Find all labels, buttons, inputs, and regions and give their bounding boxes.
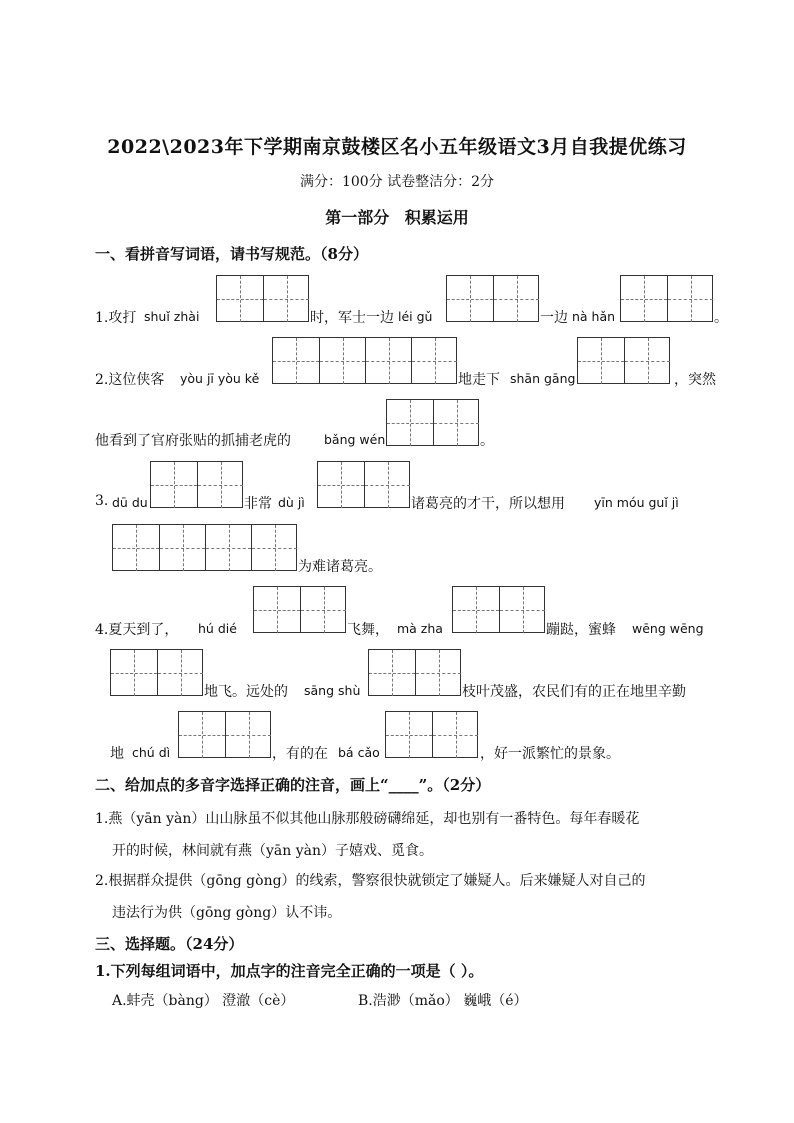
section2-heading: 二、给加点的多音字选择正确的注音，画上“____”。（2分） [95,776,491,794]
q3-text-c: 诸葛亮的才干，所以想用 [411,496,565,512]
q4-writing-box-6[interactable] [385,711,478,758]
q1-text-b: 时，军士一边 [310,310,394,326]
q3-pinyin-1: dū du [112,495,148,510]
q3-text-d: 为难诸葛亮。 [298,559,382,575]
q2-writing-box-3[interactable] [386,399,479,446]
q2-writing-box-2[interactable] [577,337,670,384]
q4-text-a: 4.夏天到了， [95,622,179,638]
q1-pinyin-1: shuǐ zhài [144,309,200,324]
section3-heading: 三、选择题。（24分） [95,935,244,953]
q1-text-c: 一边 [540,310,568,326]
option-b[interactable]: B.浩渺（mǎo） 巍峨（é） [358,993,528,1009]
q4-pinyin-5: chú dì [132,745,171,760]
q4-pinyin-4: sāng shù [304,683,361,698]
q4-text-h: ，好一派繁忙的景象。 [480,746,620,762]
page-title: 2022\2023年下学期南京鼓楼区名小五年级语文3月自我提优练习 [107,136,687,158]
q3-writing-box-2[interactable] [317,461,410,508]
q2-text-a: 2.这位侠客 [95,372,165,388]
q3-text-a: 3. [95,493,109,509]
section2-line-4: 违法行为供（gōng gòng）认不讳。 [112,905,342,921]
q1-pinyin-2: léi gǔ [398,309,433,324]
section1-heading: 一、看拼音写词语，请书写规范。（8分） [95,245,368,263]
q2-text-b: 地走下 [458,372,500,388]
q4-text-e: 枝叶茂盛，农民们有的正在地里辛勤 [462,684,686,700]
q4-text-g: ，有的在 [272,746,328,762]
q4-pinyin-3: wēng wēng [632,621,704,636]
q3-pinyin-3: yīn móu guǐ jì [594,495,679,510]
q1-writing-box-1[interactable] [216,275,309,322]
score-info: 满分：100分 试卷整洁分：2分 [299,174,495,190]
section2-line-1: 1.燕（yān yàn）山山脉虽不似其他山脉那般磅礴绵延，却也别有一番特色。每年春暖花 [95,811,640,827]
q4-pinyin-6: bá cǎo [338,745,380,760]
q1-text-d: 。 [714,310,728,326]
q4-pinyin-2: mà zha [397,621,443,636]
q2-pinyin-1: yòu jī yòu kě [180,371,260,386]
q2-pinyin-3: bǎng wén [324,432,386,447]
section3-question-1: 1.下列每组词语中，加点字的注音完全正确的一项是（ ）。 [95,962,484,980]
q1-writing-box-2[interactable] [446,275,539,322]
q2-text-e: 他看到了官府张贴的抓捕老虎的 [95,433,291,449]
q3-text-b: 非常 [244,496,272,512]
q4-text-f: 地 [110,746,124,762]
q4-text-d: 地飞。远处的 [204,684,288,700]
q3-writing-box-1[interactable] [150,461,243,508]
q3-writing-box-3[interactable] [112,524,297,571]
section2-line-3: 2.根据群众提供（gōng gòng）的线索，警察很快就锁定了嫌疑人。后来嫌疑人对自己的 [95,873,646,889]
part-heading: 第一部分 积累运用 [325,208,469,227]
section2-line-2: 开的时候，林间就有燕（yān yàn）子嬉戏、觅食。 [112,843,433,859]
q2-text-c: ，突然 [674,372,716,388]
q1-writing-box-3[interactable] [620,275,713,322]
q4-text-b: 飞舞， [347,622,389,638]
option-a[interactable]: A.蚌壳（bàng） 澄澈（cè） [112,993,295,1009]
q4-writing-box-3[interactable] [110,649,203,696]
q1-text-a: 1.攻打 [95,310,137,326]
q4-writing-box-5[interactable] [178,711,271,758]
q2-text-f: 。 [480,433,494,449]
q4-writing-box-4[interactable] [368,649,461,696]
q4-text-c: 蹦跶，蜜蜂 [546,622,616,638]
q4-writing-box-2[interactable] [452,586,545,633]
q4-writing-box-1[interactable] [253,586,346,633]
q2-writing-box-1[interactable] [272,337,457,384]
q3-pinyin-2: dù jì [278,495,305,510]
q1-pinyin-3: nà hǎn [572,309,616,324]
q4-pinyin-1: hú dié [198,621,237,636]
q2-pinyin-2: shān gāng [510,371,576,386]
